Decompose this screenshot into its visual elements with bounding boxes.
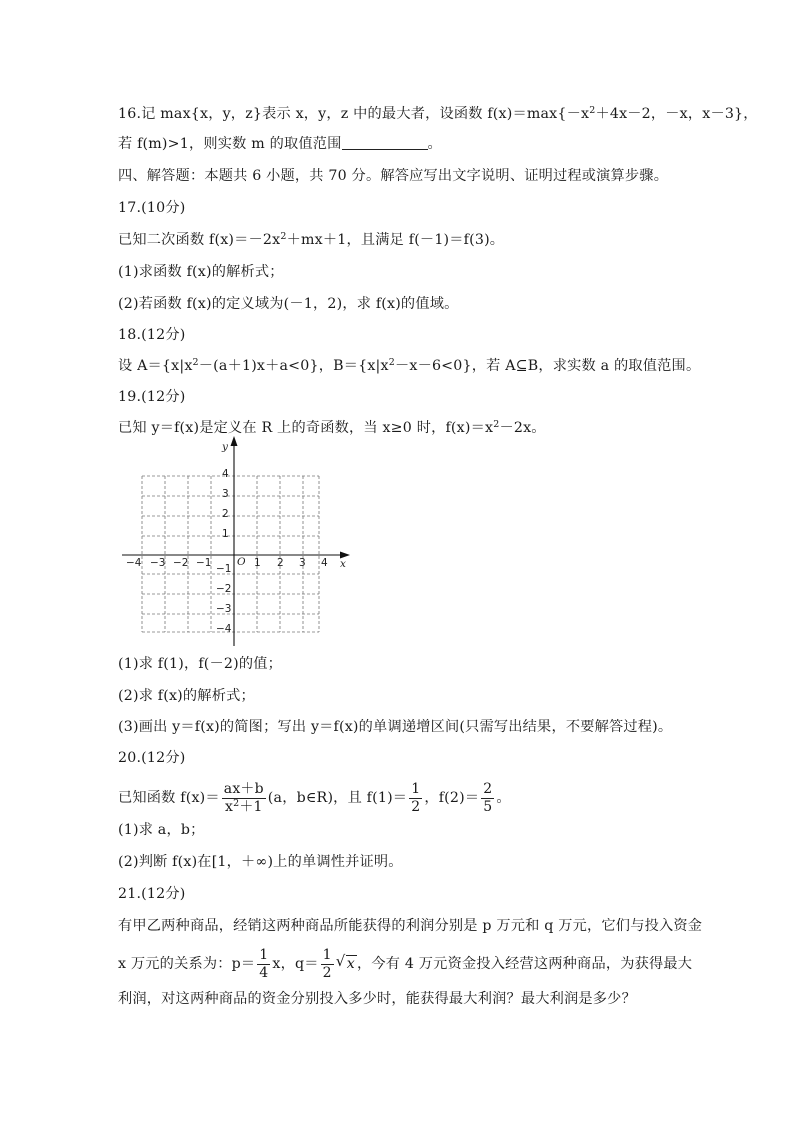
q20-header: 20.(12分) xyxy=(118,750,186,766)
svg-text:3: 3 xyxy=(222,488,229,500)
svg-text:−4: −4 xyxy=(126,557,142,569)
svg-text:−3: −3 xyxy=(216,603,232,615)
svg-text:3: 3 xyxy=(299,557,306,569)
fraction: $\frac{ax+b}{x^2+1}$ xyxy=(223,780,264,815)
y-axis-arrow xyxy=(231,436,238,446)
svg-text:−3: −3 xyxy=(150,557,166,569)
axes xyxy=(122,440,346,646)
q19-part-3: (3)画出 y＝f(x)的简图；写出 y＝f(x)的单调递增区间(只需写出结果，不要解答过程)。 xyxy=(118,719,673,735)
q19-part-2: (2)求 f(x)的解析式； xyxy=(118,688,255,704)
svg-text:−1: −1 xyxy=(196,557,212,569)
q20-part-2: (2)判断 f(x)在[1，＋∞)上的单调性并证明。 xyxy=(118,854,403,870)
q20-part-1: (1)求 a，b； xyxy=(118,822,205,838)
fraction: $\frac{1}{2}$ xyxy=(322,946,332,981)
q21-line-1: 有甲乙两种商品，经销这两种商品所能获得的利润分别是 p 万元和 q 万元，它们与投入资金 xyxy=(118,918,703,934)
q18-header: 18.(12分) xyxy=(118,327,186,343)
origin-label: O xyxy=(237,556,246,568)
q21-header: 21.(12分) xyxy=(118,886,186,902)
svg-text:1: 1 xyxy=(254,557,261,569)
section-heading: 四、解答题：本题共 6 小题，共 70 分。解答应写出文字说明、证明过程或演算步骤。 xyxy=(118,168,669,184)
y-axis-label: y xyxy=(222,441,228,453)
y-tick-labels xyxy=(216,468,232,635)
sqrt: √ x xyxy=(346,955,357,973)
svg-text:1: 1 xyxy=(222,528,229,540)
q17-stem: 已知二次函数 $f(x)=-2x^2+mx+1$，且满足 f(－1)＝f(3)。 xyxy=(118,231,505,248)
q17-part-1: (1)求函数 f(x)的解析式； xyxy=(118,264,284,280)
svg-text:−1: −1 xyxy=(216,563,232,575)
fraction: $\frac{2}{5}$ xyxy=(483,780,493,815)
coordinate-grid xyxy=(118,436,358,648)
q16-line-2: 若 f(m)>1，则实数 m 的取值范围 。 xyxy=(118,136,442,152)
q19-stem: 已知 y＝f(x)是定义在 R 上的奇函数，当 x≥0 时，$f(x)=x^2-2x$。 xyxy=(118,419,546,436)
x-axis-label: x xyxy=(340,558,346,570)
answer-blank xyxy=(342,135,428,150)
fraction: $\frac{1}{2}$ xyxy=(411,780,421,815)
q16-line-1: 16.记 max{x，y，z}表示 x，y，z 中的最大者，设函数 $f(x)=\max\{-x^2+4x-2$，－x，x－3}， xyxy=(118,105,758,122)
q19-header: 19.(12分) xyxy=(118,389,186,405)
svg-text:2: 2 xyxy=(277,557,284,569)
svg-text:−2: −2 xyxy=(173,557,189,569)
q18-stem: 设 $A=\{x|x^2-(a+1)x+a<0\}$，$B=\{x|x^2-x-6<0\}$，若 A⊆B，求实数 a 的取值范围。 xyxy=(118,357,701,374)
q17-part-2: (2)若函数 f(x)的定义域为(－1，2)，求 f(x)的值域。 xyxy=(118,296,459,312)
q21-line-2: x 万元的关系为：p＝ $\frac{1}{4}$ x，q＝ $\frac{1}{2}$ √ x ，今有 4 万元资金投入经营这两种商品，为获得最大 xyxy=(118,946,692,982)
q19-part-1: (1)求 f(1)，f(－2)的值； xyxy=(118,656,283,672)
fraction: $\frac{1}{4}$ xyxy=(259,946,269,981)
q20-stem: 已知函数 f(x)＝ $\frac{ax+b}{x^2+1}$ (a，b∈R)，且 f(1)＝ $\frac{1}{2}$ ，f(2)＝ $\frac{2}{5}$ 。 xyxy=(118,780,511,815)
svg-text:−2: −2 xyxy=(216,583,232,595)
q21-line-3: 利润，对这两种商品的资金分别投入多少时，能获得最大利润？最大利润是多少？ xyxy=(118,991,636,1007)
svg-text:4: 4 xyxy=(222,468,229,480)
q17-header: 17.(10分) xyxy=(118,200,186,216)
svg-text:4: 4 xyxy=(321,557,328,569)
svg-text:2: 2 xyxy=(222,508,229,520)
svg-text:−4: −4 xyxy=(216,623,232,635)
